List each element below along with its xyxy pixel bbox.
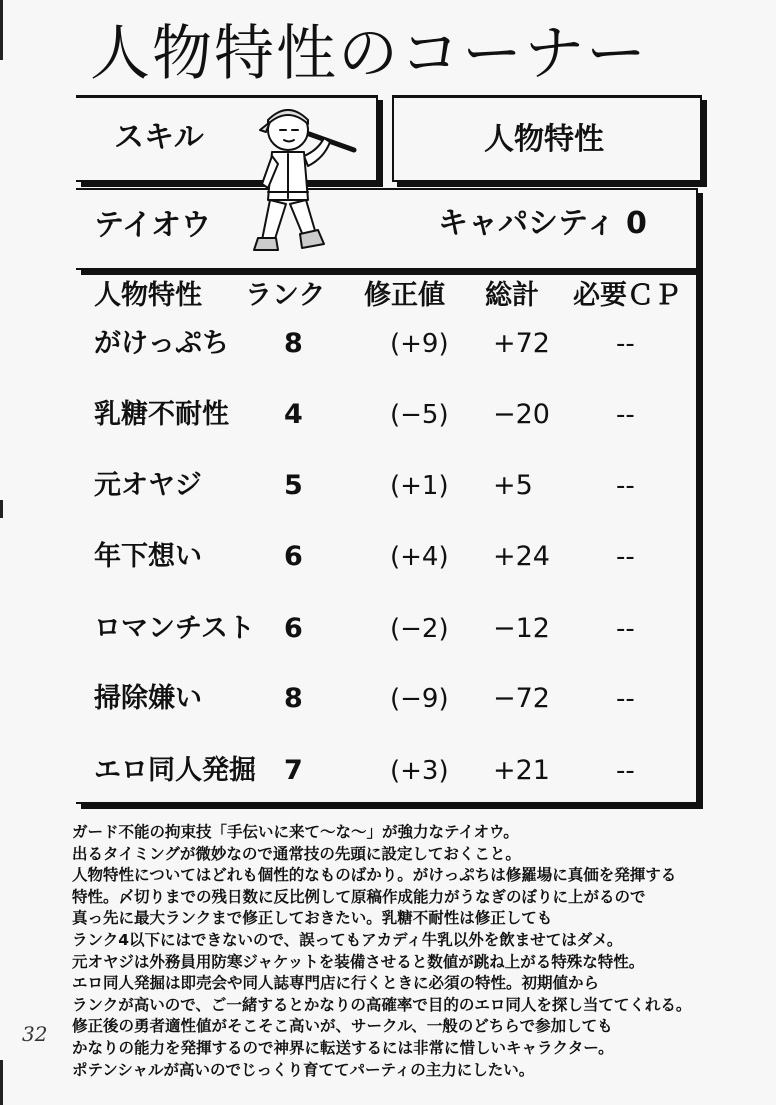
trait-modifier: (+3) — [390, 756, 449, 786]
trait-total: −12 — [493, 613, 550, 644]
description-line: ランクが高いので、ご一緒するとかなりの高確率で目的のエロ同人を探し当ててくれる。 — [72, 995, 692, 1014]
trait-rank: 8 — [284, 683, 303, 714]
trait-total: +21 — [493, 755, 550, 786]
trait-total: −72 — [493, 683, 550, 714]
trait-name: エロ同人発掘 — [94, 755, 256, 786]
trait-total: +72 — [493, 328, 550, 359]
character-illustration — [246, 100, 366, 260]
description-line: 修正後の勇者適性値がそこそこ高いが、サークル、一般のどちらで参加しても — [72, 1017, 613, 1036]
trait-cp: -- — [616, 756, 635, 786]
trait-cp: -- — [616, 471, 635, 501]
description-line: エロ同人発掘は即売会や同人誌専門店に行くときに必須の特性。初期値から — [72, 974, 600, 993]
description-line: ランク4以下にはできないので、誤ってもアカディ牛乳以外を飲ませてはダメ。 — [72, 930, 623, 949]
trait-modifier: (+9) — [390, 329, 449, 359]
page-number: 32 — [22, 1022, 48, 1046]
trait-name: 元オヤジ — [94, 470, 202, 501]
binding-edge-bottom — [0, 1060, 3, 1105]
header-rank: ランク — [245, 280, 326, 311]
table-row — [0, 393, 776, 437]
description-line: 人物特性についてはどれも個性的なものばかり。がけっぷちは修羅場に真価を発揮する — [72, 866, 677, 885]
trait-name: がけっぷち — [94, 328, 229, 359]
trait-name: 年下想い — [94, 541, 202, 572]
trait-cp: -- — [616, 542, 635, 572]
trait-label: 人物特性 — [484, 122, 604, 157]
description-line: 元オヤジは外務員用防寒ジャケットを装備させると数値が跳ね上がる特殊な特性。 — [72, 952, 645, 971]
table-row — [0, 607, 776, 651]
trait-rank: 6 — [284, 541, 303, 572]
trait-modifier: (−5) — [390, 400, 449, 430]
skill-label: スキル — [114, 120, 204, 155]
trait-total: +5 — [493, 470, 533, 501]
trait-cp: -- — [616, 614, 635, 644]
table-row — [0, 464, 776, 508]
description-text — [72, 822, 762, 1081]
trait-rank: 4 — [284, 399, 303, 430]
character-name: テイオウ — [94, 208, 211, 243]
trait-modifier: (+1) — [390, 471, 449, 501]
table-row — [0, 535, 776, 579]
trait-modifier: (−2) — [390, 614, 449, 644]
description-line: 特性。〆切りまでの残日数に反比例して原稿作成能力がうなぎのぼりに上がるので — [72, 887, 646, 906]
trait-name: 乳糖不耐性 — [94, 399, 229, 430]
trait-total: +24 — [493, 541, 550, 572]
trait-rank: 6 — [284, 613, 303, 644]
binding-edge-top — [0, 0, 3, 60]
trait-rank: 7 — [284, 755, 303, 786]
header-modifier: 修正値 — [364, 280, 445, 311]
trait-rank: 5 — [284, 470, 303, 501]
trait-cp: -- — [616, 684, 635, 714]
trait-rank: 8 — [284, 328, 303, 359]
header-total: 総計 — [485, 280, 539, 311]
trait-name: 掃除嫌い — [94, 683, 202, 714]
trait-modifier: (−9) — [390, 684, 449, 714]
table-row — [0, 322, 776, 366]
description-line: ガード不能の拘束技「手伝いに来て〜な〜」が強力なテイオウ。 — [72, 823, 519, 841]
description-line: 真っ先に最大ランクまで修正しておきたい。乳糖不耐性は修正しても — [72, 909, 553, 928]
table-row — [0, 749, 776, 793]
trait-total: −20 — [493, 399, 550, 430]
trait-name: ロマンチスト — [94, 613, 255, 644]
description-line: かなりの能力を発揮するので神界に転送するには非常に惜しいキャラクター。 — [72, 1038, 614, 1057]
trait-modifier: (+4) — [390, 542, 449, 572]
trait-cp: -- — [616, 329, 635, 359]
page-title: 人物特性のコーナー — [90, 19, 648, 89]
header-trait: 人物特性 — [94, 280, 202, 311]
header-cp: 必要ＣＰ — [573, 280, 681, 311]
table-row — [0, 677, 776, 721]
description-line: ポテンシャルが高いのでじっくり育ててパーティの主力にしたい。 — [72, 1060, 535, 1079]
trait-cp: -- — [616, 400, 635, 430]
capacity-label: キャパシティ 0 — [438, 206, 647, 241]
description-line: 出るタイミングが微妙なので通常技の先頭に設定しておくこと。 — [72, 844, 521, 863]
